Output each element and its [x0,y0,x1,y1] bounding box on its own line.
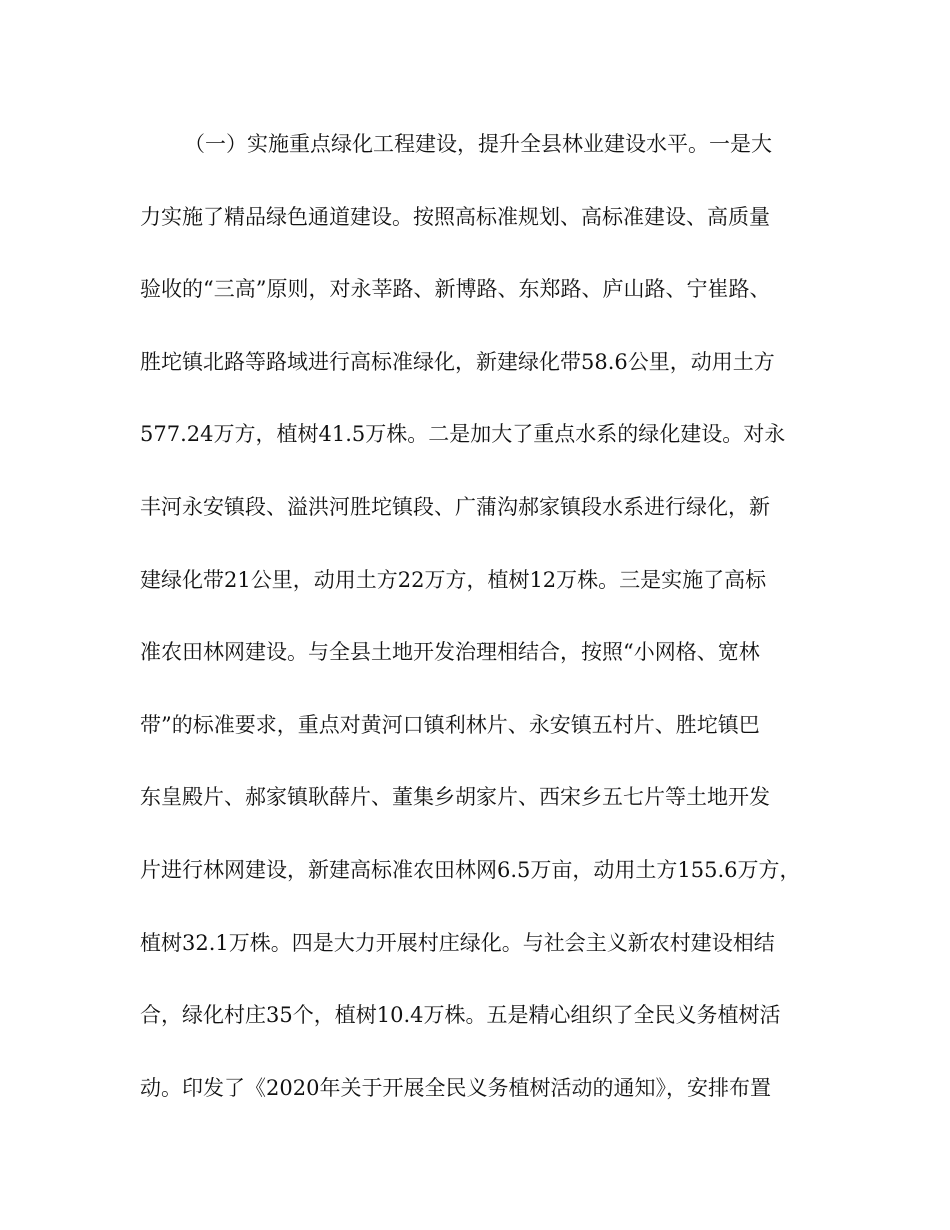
text-line: 带”的标准要求，重点对黄河口镇利林片、永安镇五村片、胜坨镇巴 [140,712,760,737]
body-paragraph [140,108,830,1124]
text-line: 力实施了精品绿色通道建设。按照高标准规划、高标准建设、高质量 [140,204,770,229]
text-line: 动。印发了《2020年关于开展全民义务植树活动的通知》，安排布置 [140,1075,771,1100]
text-line: 植树32.1万株。四是大力开展村庄绿化。与社会主义新农村建设相结 [140,930,775,955]
text-line: 577.24万方，植树41.5万株。二是加大了重点水系的绿化建设。对永 [140,422,786,447]
text-line: （一）实施重点绿化工程建设，提升全县林业建设水平。一是大 [184,132,772,156]
text-line: 丰河永安镇段、溢洪河胜坨镇段、广蒲沟郝家镇段水系进行绿化，新 [140,494,770,519]
text-line: 验收的“三高”原则，对永莘路、新博路、东郑路、庐山路、宁崔路、 [140,277,771,302]
text-line: 建绿化带21公里，动用土方22万方，植树12万株。三是实施了高标 [140,567,767,592]
text-line: 合，绿化村庄35个，植树10.4万株。五是精心组织了全民义务植树活 [140,1003,781,1028]
text-line: 东皇殿片、郝家镇耿薛片、董集乡胡家片、西宋乡五七片等土地开发 [140,785,770,810]
text-line: 准农田林网建设。与全县土地开发治理相结合，按照“小网格、宽林 [140,640,760,665]
text-line: 胜坨镇北路等路域进行高标准绿化，新建绿化带58.6公里，动用土方 [140,349,775,374]
text-line: 片进行林网建设，新建高标准农田林网6.5万亩，动用土方155.6万方， [140,857,801,882]
